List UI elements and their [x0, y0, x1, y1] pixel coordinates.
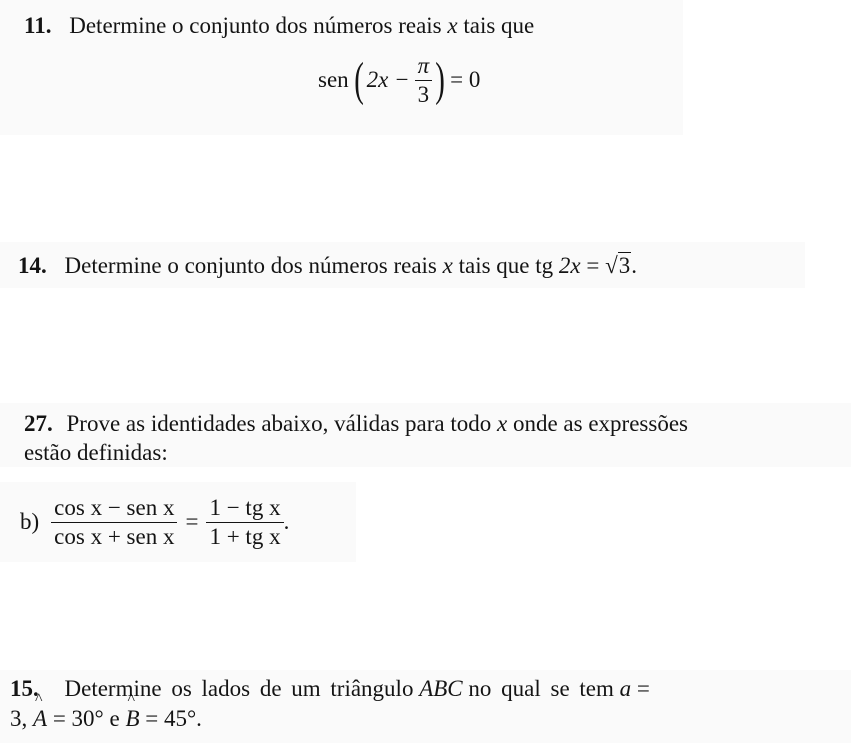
triangle-name: ABC: [419, 676, 463, 701]
side-a-value: 3,: [10, 706, 28, 731]
fraction-numerator: π: [415, 53, 433, 80]
argument: 2x: [558, 253, 581, 278]
question-27-statement-line-2: estão definidas:: [24, 440, 168, 465]
angle-b-value: = 45°.: [145, 706, 202, 731]
period: .: [283, 509, 290, 534]
question-11-statement: [24, 13, 534, 39]
statement-text: Determine o conjunto dos números reais: [69, 13, 442, 38]
question-15-statement-line-2: [10, 706, 202, 732]
question-number: 14.: [18, 253, 47, 278]
statement-text: onde as expressões: [512, 411, 688, 436]
statement-text: no qual se tem: [468, 676, 614, 701]
question-number: 27.: [24, 411, 53, 436]
variable: x: [442, 253, 453, 278]
statement-text: Determine os lados de um triângulo: [64, 676, 414, 701]
radicand: 3: [618, 253, 631, 278]
question-11-equation: [318, 48, 480, 112]
angle-b: ^ B: [125, 706, 139, 732]
angle-a: ^ A: [33, 706, 47, 732]
equals-sign: =: [636, 676, 650, 701]
equation-rhs: = 0: [450, 67, 481, 92]
radical-sign-icon: √: [605, 253, 618, 278]
item-label: b): [20, 509, 40, 534]
fraction: [415, 53, 433, 107]
question-number: 11.: [24, 13, 52, 38]
rhs-fraction: [206, 495, 283, 549]
equals-sign: =: [185, 509, 199, 534]
lhs-numerator: cos x − sen x: [51, 495, 177, 522]
statement-text: tais que tg: [458, 253, 554, 278]
statement-text: Prove as identidades abaixo, válidas para todo: [66, 411, 492, 436]
period: .: [631, 253, 637, 278]
square-root: [605, 253, 631, 279]
fraction-denominator: 3: [417, 81, 430, 107]
question-number: 15.: [10, 676, 39, 701]
angle-a-value: = 30° e: [52, 706, 120, 731]
question-15-statement: [10, 676, 650, 702]
lhs-denominator: cos x + sen x: [54, 523, 175, 549]
side-a-variable: a: [619, 676, 632, 701]
variable: x: [497, 411, 508, 436]
left-paren: (: [353, 53, 364, 106]
function-name: sen: [318, 67, 349, 92]
identity-b: [20, 488, 289, 556]
question-27-statement: [24, 411, 688, 437]
lhs-fraction: [51, 495, 177, 549]
rhs-numerator: 1 − tg x: [206, 495, 283, 522]
variable: x: [447, 13, 458, 38]
argument: 2x −: [366, 67, 410, 92]
equals-sign: =: [586, 253, 600, 278]
rhs-denominator: 1 + tg x: [209, 523, 281, 549]
statement-text: tais que: [463, 13, 535, 38]
right-paren: ): [435, 53, 445, 106]
statement-text: Determine o conjunto dos números reais: [64, 253, 437, 278]
question-14-statement: [18, 253, 637, 279]
